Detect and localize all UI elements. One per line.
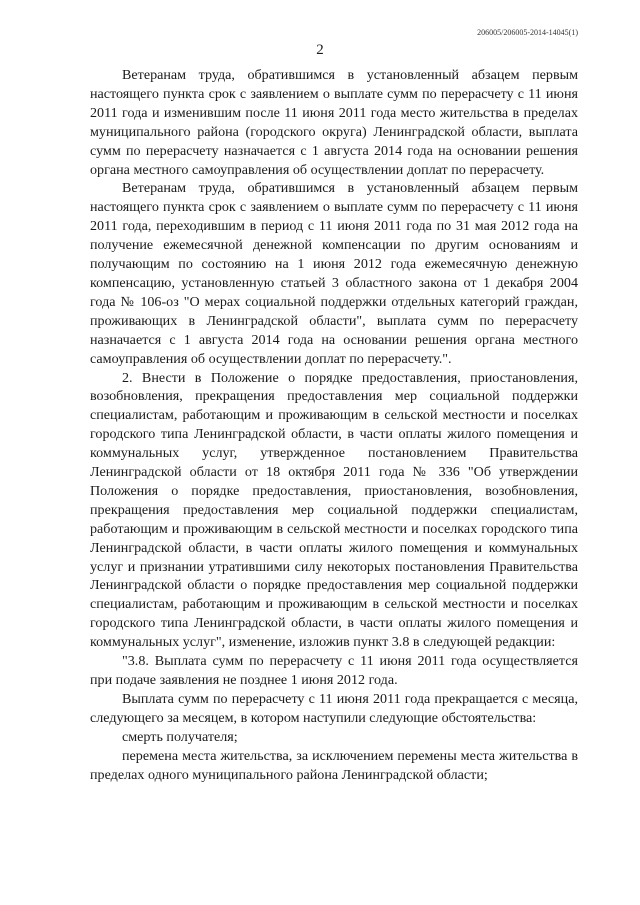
paragraph-payment-termination: Выплата сумм по перерасчету с 11 июня 2011 года прекращается с месяца, следующего за месяцем, в котором наступили следующие обстоятельства: <box>90 690 578 726</box>
page-number: 2 <box>316 42 324 58</box>
document-body <box>90 66 578 784</box>
paragraph-veterans-relocated: Ветеранам труда, обратившимся в установленный абзацем первым настоящего пункта срок с заявлением о выплате сумм по перерасчету с 11 июня 2011 года и изменившим после 11 июня 2011 года место жительства в пределах муниципального района (городского округа) Ленинградской области, выплата сумм по перерасчету назначается с 1 августа 2014 года на основании решения органа местного самоуправления об осуществлении доплат по перерасчету. <box>90 67 578 178</box>
paragraph-residence-change: перемена места жительства, за исключением перемены места жительства в пределах одного муниципального района Ленинградской области; <box>90 747 578 783</box>
paragraph-clause-3-8: "3.8. Выплата сумм по перерасчету с 11 июня 2011 года осуществляется при подаче заявления не позднее 1 июня 2012 года. <box>90 653 578 688</box>
paragraph-recipient-death: смерть получателя; <box>122 728 238 745</box>
paragraph-amend-regulation: 2. Внести в Положение о порядке предоставления, приостановления, возобновления, прекращения предоставления мер социальной поддержки специалистам, работающим и проживающим в сельской местности и поселках городского типа Ленинградской области, в части оплаты жилого помещения и коммунальных услуг, утвержденное постановлением Правительства Ленинградской области от 18 октября 2011 года № 336 "Об утверждении Положения о порядке предоставления, приостановления, возобновления, прекращения предоставления мер социальной поддержки специалистам, работающим и проживающим в сельской местности и поселках городского типа Ленинградской области, в части оплаты жилого помещения и коммунальных услуг и признании утратившими силу некоторых постановления Правительства Ленинградской области о порядке предоставления мер социальной поддержки специалистам, работающим и проживающим в сельской местности и поселках городского типа Ленинградской области, в части оплаты жилого помещения и коммунальных услуг", изменение, изложив пункт 3.8 в следующей редакции: <box>90 369 578 651</box>
paragraph-veterans-compensation: Ветеранам труда, обратившимся в установленный абзацем первым настоящего пункта срок с заявлением о выплате сумм по перерасчету с 11 июня 2011 года, переходившим в период с 11 июня 2011 года по 31 мая 2012 года на получение ежемесячной денежной компенсации по другим основаниям и получающим по состоянию на 1 июня 2012 года ежемесячную денежную компенсацию, установленную статьей 3 областного закона от 1 декабря 2004 года № 106-оз "О мерах социальной поддержки отдельных категорий граждан, проживающих в Ленинградской области", выплата сумм по перерасчету назначается с 1 августа 2014 года на основании решения органа местного самоуправления об осуществлении доплат по перерасчету.". <box>90 180 578 367</box>
document-code: 206005/206005-2014-14045(1) <box>477 28 578 37</box>
